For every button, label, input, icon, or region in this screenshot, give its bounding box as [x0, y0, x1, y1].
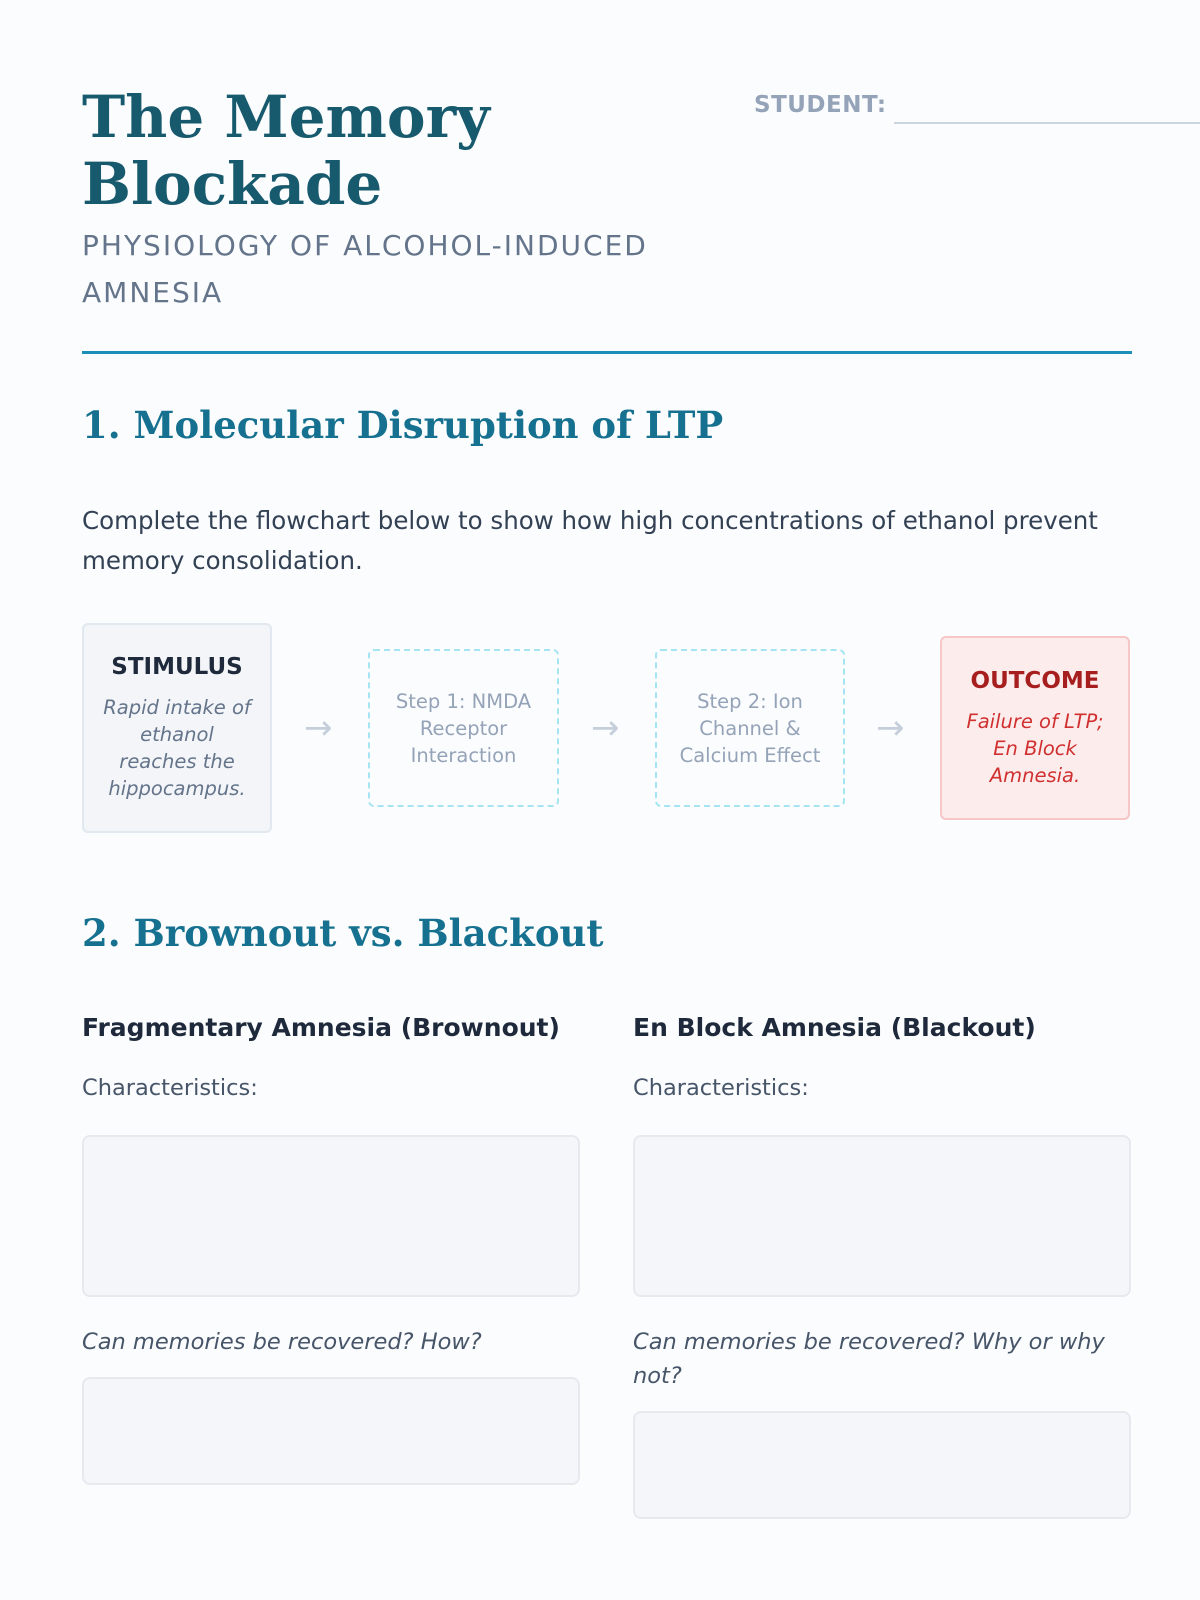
stimulus-title: STIMULUS: [111, 654, 243, 680]
stimulus-description: Rapid intake of ethanol reaches the hippocampus.: [103, 696, 251, 800]
brownout-recovery-question: Can memories be recovered? How?: [82, 1329, 482, 1355]
flow-arrow-icon: →: [591, 708, 620, 748]
flow-outcome-box: [940, 636, 1130, 820]
blackout-column: [633, 1008, 1131, 1519]
flow-step1-box[interactable]: [368, 649, 559, 807]
step1-placeholder: Step 1: NMDA Receptor Interaction: [395, 689, 532, 767]
section2-heading: 2. Brownout vs. Blackout: [82, 911, 604, 955]
section1-heading: 1. Molecular Disruption of LTP: [82, 403, 724, 447]
brownout-column: [82, 1008, 580, 1485]
outcome-description: Failure of LTP; En Block Amnesia.: [966, 709, 1104, 787]
blackout-characteristics-answer[interactable]: [633, 1135, 1131, 1297]
section1-intro: Complete the flowchart below to show how high concentrations of ethanol prevent memory consolidation.: [82, 506, 1098, 575]
blackout-recovery-answer[interactable]: [633, 1411, 1131, 1519]
blackout-characteristics-label: Characteristics:: [633, 1075, 809, 1101]
page-subtitle: PHYSIOLOGY OF ALCOHOL-INDUCED AMNESIA: [82, 229, 648, 309]
header: [82, 84, 1132, 316]
student-label: STUDENT:: [754, 92, 887, 118]
header-divider: [82, 351, 1132, 354]
flow-arrow-icon: →: [876, 708, 905, 748]
brownout-characteristics-label: Characteristics:: [82, 1075, 258, 1101]
student-name-line[interactable]: [894, 122, 1200, 124]
outcome-title: OUTCOME: [970, 667, 1100, 694]
brownout-recovery-answer[interactable]: [82, 1377, 580, 1485]
blackout-recovery-question: Can memories be recovered? Why or why not?: [633, 1329, 1105, 1389]
page-title: The Memory Blockade: [82, 83, 490, 218]
flow-step2-box[interactable]: [655, 649, 845, 807]
flow-stimulus-box: [82, 623, 272, 833]
flow-arrow-icon: →: [304, 708, 333, 748]
blackout-title: En Block Amnesia (Blackout): [633, 1013, 1036, 1042]
brownout-title: Fragmentary Amnesia (Brownout): [82, 1013, 560, 1042]
step2-placeholder: Step 2: Ion Channel & Calcium Effect: [679, 689, 821, 767]
brownout-characteristics-answer[interactable]: [82, 1135, 580, 1297]
student-field: [754, 88, 887, 122]
